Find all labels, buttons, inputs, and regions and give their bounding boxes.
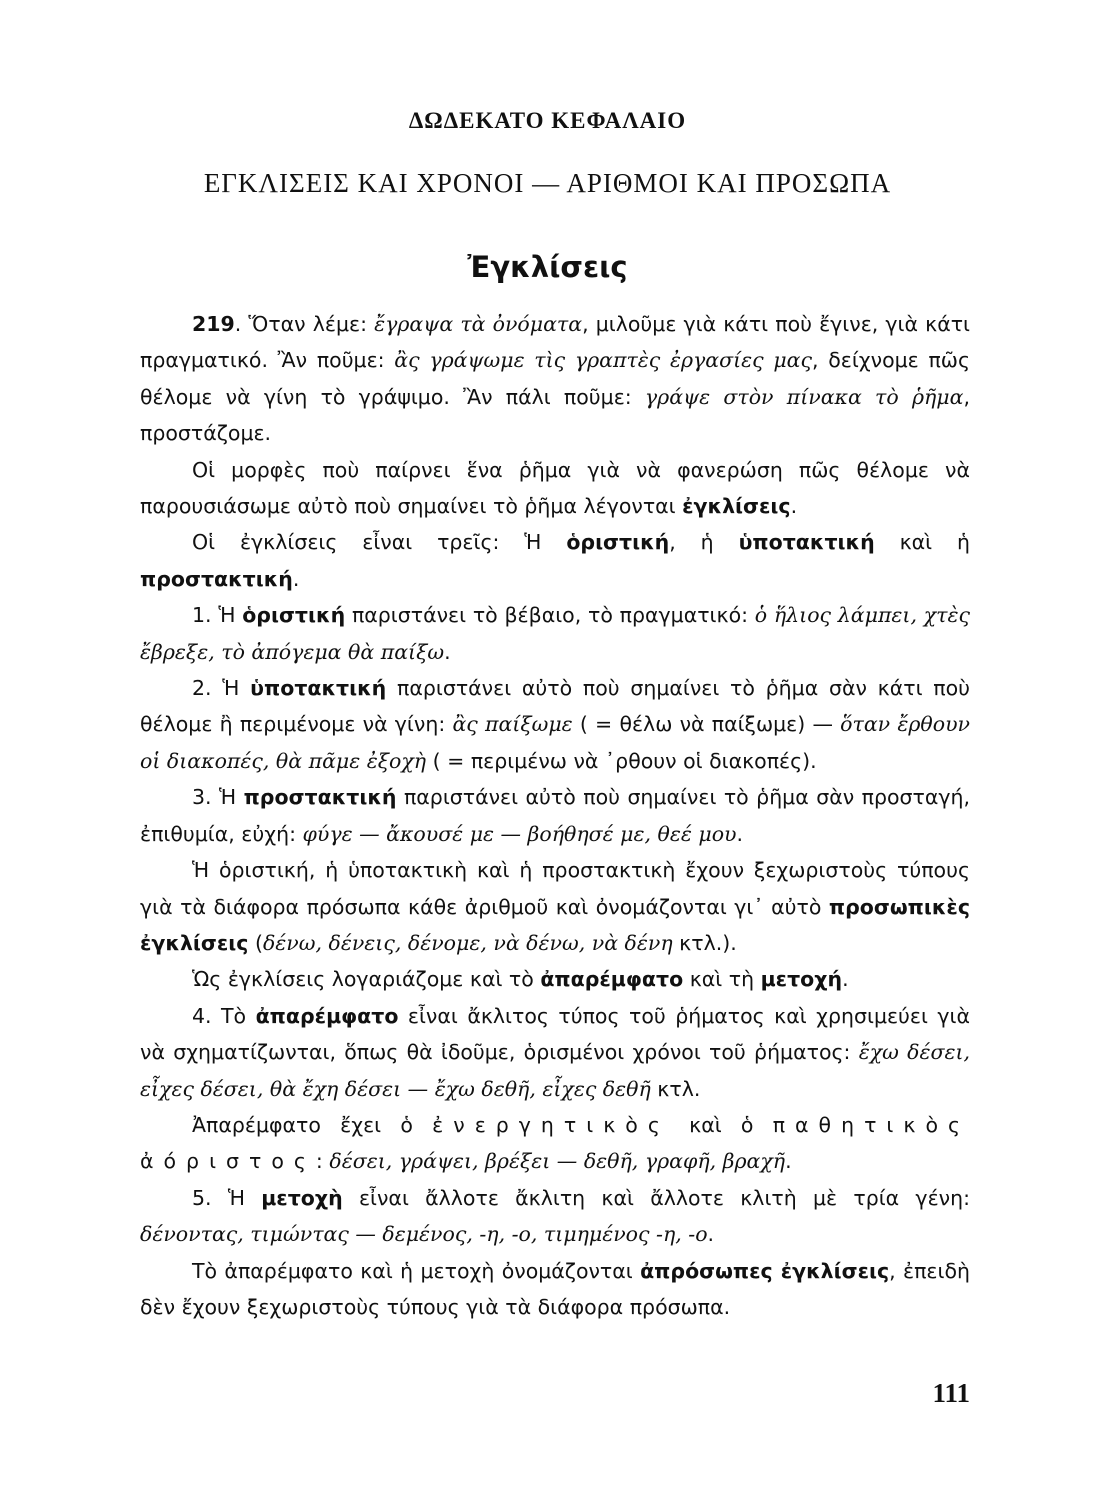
text-run: . — [785, 1149, 792, 1174]
text-run: κτλ. — [650, 1076, 701, 1101]
paragraph-infinitive-forms — [140, 1107, 970, 1180]
text-run: Τὸ ἀπαρέμφατο καὶ ἡ μετοχὴ ὀνομάζονται — [192, 1258, 641, 1283]
example-run: ἔχω δέσει, εἶχες δέσει, θὰ ἔχη δέσει — ἔχω δεθῆ, εἶχες δεθῆ — [140, 1040, 970, 1101]
term-run: μετοχὴ — [261, 1185, 343, 1210]
term-run: προστακτική — [140, 566, 293, 591]
paragraph-infinitive-participle — [140, 961, 970, 997]
paragraph-infinitive — [140, 998, 970, 1107]
text-run: Οἱ μορφὲς ποὺ παίρνει ἕνα ῥῆμα γιὰ νὰ φανερώση πῶς θέλομε νὰ παρουσιάσωμε αὐτὸ ποὺ σημαίνει τὸ ῥῆμα λέγονται — [140, 457, 970, 519]
text-run: εἶναι ἄκλιτος τύπος τοῦ ῥήματος καὶ χρησιμεύει γιὰ νὰ σχηματίζωνται, ὅπως θὰ ἰδοῦμε, ὁρισμένοι χρόνοι τοῦ ῥήματος: — [140, 1003, 971, 1065]
text-run: , δείχνομε πῶς θέλομε νὰ γίνη τὸ γράψιμο. Ἂν πάλι ποῦμε: — [140, 348, 970, 409]
chapter-number: ΔΩΔΕΚΑΤΟ ΚΕΦΑΛΑΙΟ — [408, 108, 687, 133]
section-title: Ἐγκλίσεις — [467, 250, 628, 284]
example-run: φύγε — ἄκουσέ με — βοήθησέ με, θεέ μου — [302, 821, 737, 846]
term-run: προσωπικὲς ἐγκλίσεις — [140, 894, 970, 955]
paragraph-subjunctive — [140, 670, 970, 779]
paragraph-participle — [140, 1180, 970, 1253]
body-text — [140, 306, 970, 1325]
spaced-term-run: παθητικὸς — [772, 1112, 971, 1137]
text-run: ( = θέλω νὰ παίξωμε) — — [572, 712, 841, 737]
paragraph-number: 219 — [192, 312, 235, 336]
text-run: 5. Ἡ — [192, 1185, 262, 1210]
text-run: , ἡ — [669, 530, 739, 555]
text-run: , ἐπειδὴ δὲν ἔχουν ξεχωριστοὺς τύπους γιὰ τὰ διάφορα πρόσωπα. — [140, 1258, 970, 1319]
text-run: καὶ ὁ — [669, 1112, 773, 1137]
text-run: παριστάνει τὸ βέβαιο, τὸ πραγματικό: — [345, 603, 755, 628]
paragraph-impersonal-moods — [140, 1253, 970, 1326]
text-run: . — [790, 494, 798, 519]
text-run: . Ὅταν λέμε: — [234, 312, 375, 336]
text-run: . — [707, 1222, 715, 1247]
page-number: 111 — [932, 1378, 970, 1408]
text-run: 4. Τὸ — [192, 1003, 256, 1028]
text-run: παριστάνει αὐτὸ ποὺ σημαίνει τὸ ῥῆμα σὰν κάτι ποὺ θέλομε ἢ περιμένομε νὰ γίνη: — [140, 676, 971, 737]
paragraph-imperative — [140, 779, 970, 852]
example-run: ἔγραψα τὰ ὀνόματα — [374, 312, 583, 336]
text-run: εἶναι ἄλλοτε ἄκλιτη καὶ ἄλλοτε κλιτὴ μὲ τρία γένη: — [342, 1185, 970, 1210]
example-run: δέσει, γράψει, βρέξει — δεθῆ, γραφῆ, βραχῆ — [329, 1149, 786, 1174]
text-run: . — [292, 566, 300, 591]
example-run: γράψε στὸν πίνακα τὸ ῥῆμα — [644, 384, 964, 409]
text-run: Ἀπαρέμφατο ἔχει ὁ — [192, 1112, 433, 1137]
term-run: προστακτική — [243, 785, 397, 810]
term-run: ὁριστική — [566, 530, 670, 555]
term-run: ἀπαρέμφατο — [540, 967, 684, 992]
text-run: 1. Ἡ — [192, 603, 243, 628]
text-run: καὶ ἡ — [874, 530, 971, 555]
text-run: , προστάζομε. — [140, 384, 970, 446]
term-run: ἀπαρέμφατο — [255, 1003, 399, 1028]
chapter-title: ΕΓΚΛΙΣΕΙΣ ΚΑΙ ΧΡΟΝΟΙ — ΑΡΙΘΜΟΙ ΚΑΙ ΠΡΟΣΩΠΑ — [203, 168, 892, 198]
text-run: Ἡ ὁριστική, ἡ ὑποτακτικὴ καὶ ἡ προστακτικὴ ἔχουν ξεχωριστοὺς τύπους γιὰ τὰ διάφορα πρόσωπα κάθε ἀριθμοῦ καὶ ὀνομάζονται γι᾽ αὐτὸ — [140, 858, 970, 919]
example-run: ὁ ἥλιος λάμπει, χτὲς ἔβρεξε, τὸ ἀπόγεμα θὰ παίξω — [140, 603, 970, 664]
text-run: Οἱ ἐγκλίσεις εἶναι τρεῖς: Ἡ — [192, 530, 567, 555]
paragraph-219 — [140, 306, 970, 452]
text-run: . — [736, 821, 744, 846]
text-run: : — [315, 1149, 330, 1174]
text-run: . — [842, 967, 849, 992]
term-run: ὁριστική — [242, 603, 346, 628]
paragraph-indicative — [140, 597, 970, 670]
term-run: ἀπρόσωπες ἐγκλίσεις — [640, 1258, 890, 1283]
text-run: καὶ τὴ — [683, 967, 761, 992]
text-run: , μιλοῦμε γιὰ κάτι ποὺ ἔγινε, γιὰ κάτι πραγματικό. Ἂν ποῦμε: — [140, 312, 970, 373]
example-run: ἂς παίξωμε — [452, 712, 573, 737]
text-run: ( = περιμένω νὰ ᾽ρθουν οἱ διακοπές). — [426, 748, 817, 773]
example-run: δένοντας, τιμώντας — δεμένος, -η, -ο, τιμημένος -η, -ο — [140, 1222, 708, 1247]
term-run: μετοχή — [760, 967, 843, 992]
term-run: ὑποτακτική — [250, 676, 387, 701]
term-run: ἐγκλίσεις — [682, 494, 791, 519]
paragraph-personal-moods — [140, 852, 970, 961]
example-run: ὅταν ἔρθουν οἱ διακοπές, θὰ πᾶμε ἐξοχὴ — [140, 712, 971, 773]
text-run: ( — [248, 930, 263, 955]
text-run: . — [444, 639, 451, 664]
text-run: παριστάνει αὐτὸ ποὺ σημαίνει τὸ ῥῆμα σὰν προσταγή, ἐπιθυμία, εὐχή: — [140, 785, 970, 846]
text-run: Ὡς ἐγκλίσεις λογαριάζομε καὶ τὸ — [192, 967, 541, 992]
spaced-term-run: ἀόριστος — [140, 1149, 316, 1174]
text-run: 3. Ἡ — [192, 785, 244, 810]
paragraph-moods-definition — [140, 452, 970, 525]
paragraph-three-moods — [140, 524, 970, 597]
text-run: κτλ.). — [672, 930, 737, 955]
spaced-term-run: ἐνεργητικὸς — [432, 1112, 670, 1137]
example-run: δένω, δένεις, δένομε, νὰ δένω, νὰ δένη — [262, 930, 673, 955]
example-run: ἂς γράψωμε τὶς γραπτὲς ἐργασίες μας — [394, 348, 813, 373]
text-run: 2. Ἡ — [192, 676, 251, 701]
term-run: ὑποτακτική — [738, 530, 875, 555]
